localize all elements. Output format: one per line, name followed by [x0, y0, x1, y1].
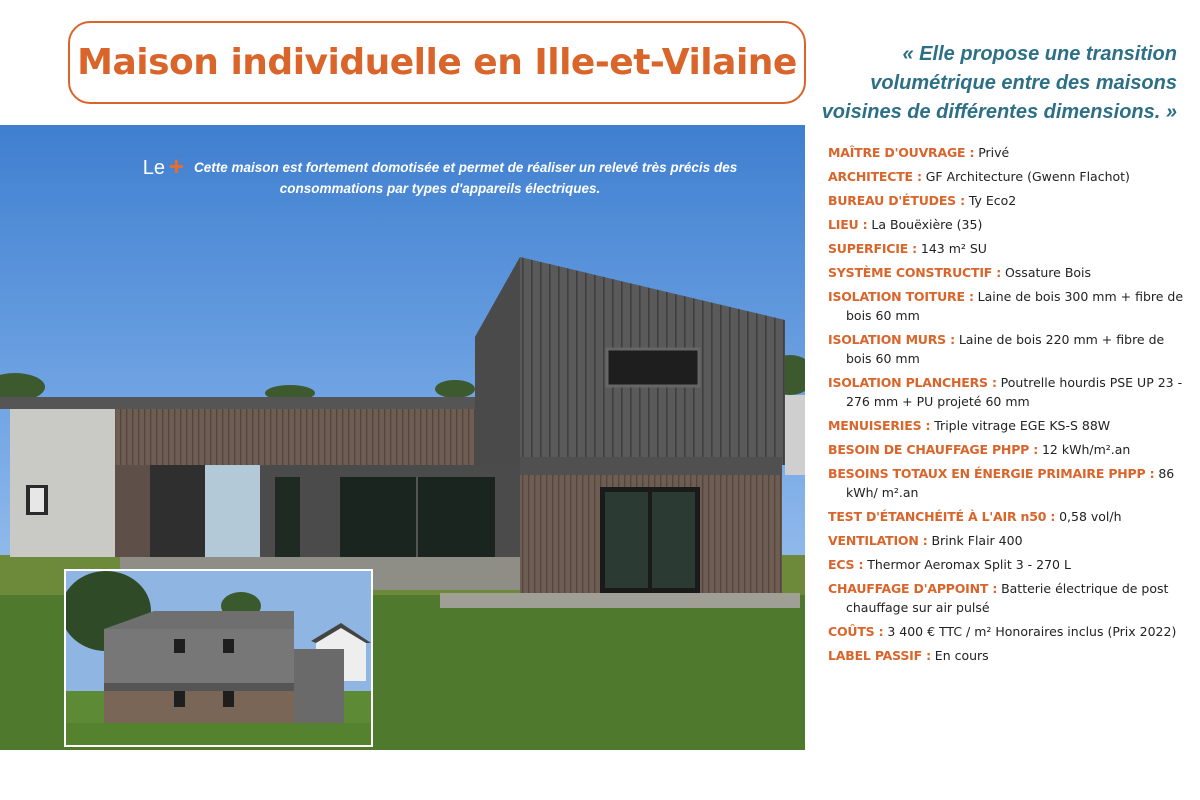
- spec-item: [828, 622, 1188, 641]
- spec-label: LABEL PASSIF :: [828, 648, 931, 663]
- spec-value: Triple vitrage EGE KS-S 88W: [934, 418, 1111, 433]
- spec-label: BUREAU D'ÉTUDES :: [828, 193, 965, 208]
- inset-house-photo: [64, 569, 373, 747]
- pull-quote: « Elle propose une transition volumétrique entre des maisons voisines de différentes dimensions. »: [821, 43, 1177, 123]
- title-box: [68, 21, 806, 104]
- spec-item: [828, 646, 1188, 665]
- spec-value: Poutrelle hourdis PSE UP 23 - 276 mm + PU projeté 60 mm: [846, 375, 1183, 409]
- spec-label: BESOIN DE CHAUFFAGE PHPP :: [828, 442, 1039, 457]
- highlight-caption: [90, 151, 790, 199]
- spec-value: 3 400 € TTC / m² Honoraires inclus (Prix 2022): [887, 624, 1177, 639]
- spec-value: 12 kWh/m².an: [1041, 442, 1131, 457]
- spec-value: Thermor Aeromax Split 3 - 270 L: [867, 557, 1071, 572]
- spec-label: BESOINS TOTAUX EN ÉNERGIE PRIMAIRE PHPP :: [828, 466, 1155, 481]
- spec-value: 86 kWh/ m².an: [846, 466, 1175, 500]
- spec-item: [828, 373, 1188, 411]
- spec-item: [828, 464, 1188, 502]
- spec-label: SUPERFICIE :: [828, 241, 917, 256]
- spec-value: Batterie électrique de post chauffage sur air pulsé: [846, 581, 1169, 615]
- spec-value: La Bouëxière (35): [871, 217, 983, 232]
- spec-label: MENUISERIES :: [828, 418, 931, 433]
- spec-value: Brink Flair 400: [931, 533, 1023, 548]
- spec-item: [828, 579, 1188, 617]
- spec-label: SYSTÈME CONSTRUCTIF :: [828, 265, 1002, 280]
- spec-label: VENTILATION :: [828, 533, 928, 548]
- spec-value: Ty Eco2: [968, 193, 1017, 208]
- spec-label: CHAUFFAGE D'APPOINT :: [828, 581, 998, 596]
- spec-item: [828, 191, 1188, 210]
- spec-label: TEST D'ÉTANCHÉITÉ À L'AIR n50 :: [828, 509, 1056, 524]
- spec-label: LIEU :: [828, 217, 868, 232]
- spec-value: Laine de bois 220 mm + fibre de bois 60 mm: [846, 332, 1165, 366]
- spec-value: Privé: [978, 145, 1010, 160]
- spec-label: ISOLATION MURS :: [828, 332, 955, 347]
- spec-item: [828, 416, 1188, 435]
- page-title: Maison individuelle en Ille-et-Vilaine: [77, 42, 797, 83]
- spec-value: Ossature Bois: [1004, 265, 1092, 280]
- spec-list: [828, 143, 1188, 670]
- spec-item: [828, 440, 1188, 459]
- spec-item: [828, 555, 1188, 574]
- spec-value: En cours: [934, 648, 989, 663]
- spec-label: MAÎTRE D'OUVRAGE :: [828, 145, 975, 160]
- spec-value: 0,58 vol/h: [1059, 509, 1122, 524]
- spec-label: ISOLATION TOITURE :: [828, 289, 974, 304]
- spec-item: [828, 531, 1188, 550]
- spec-item: [828, 143, 1188, 162]
- spec-value: Laine de bois 300 mm + fibre de bois 60 mm: [846, 289, 1184, 323]
- caption-prefix: Le: [142, 157, 166, 179]
- spec-value: 143 m² SU: [920, 241, 987, 256]
- spec-item: [828, 263, 1188, 282]
- spec-item: [828, 287, 1188, 325]
- spec-label: COÛTS :: [828, 624, 884, 639]
- spec-item: [828, 215, 1188, 234]
- plus-icon: +: [168, 151, 185, 181]
- spec-item: [828, 330, 1188, 368]
- spec-item: [828, 167, 1188, 186]
- spec-value: GF Architecture (Gwenn Flachot): [925, 169, 1130, 184]
- spec-item: [828, 507, 1188, 526]
- spec-label: ARCHITECTE :: [828, 169, 922, 184]
- spec-label: ISOLATION PLANCHERS :: [828, 375, 997, 390]
- spec-item: [828, 239, 1188, 258]
- caption-text: Cette maison est fortement domotisée et permet de réaliser un relevé très précis des consommations par types d'appareils électriques.: [194, 160, 738, 196]
- spec-label: ECS :: [828, 557, 864, 572]
